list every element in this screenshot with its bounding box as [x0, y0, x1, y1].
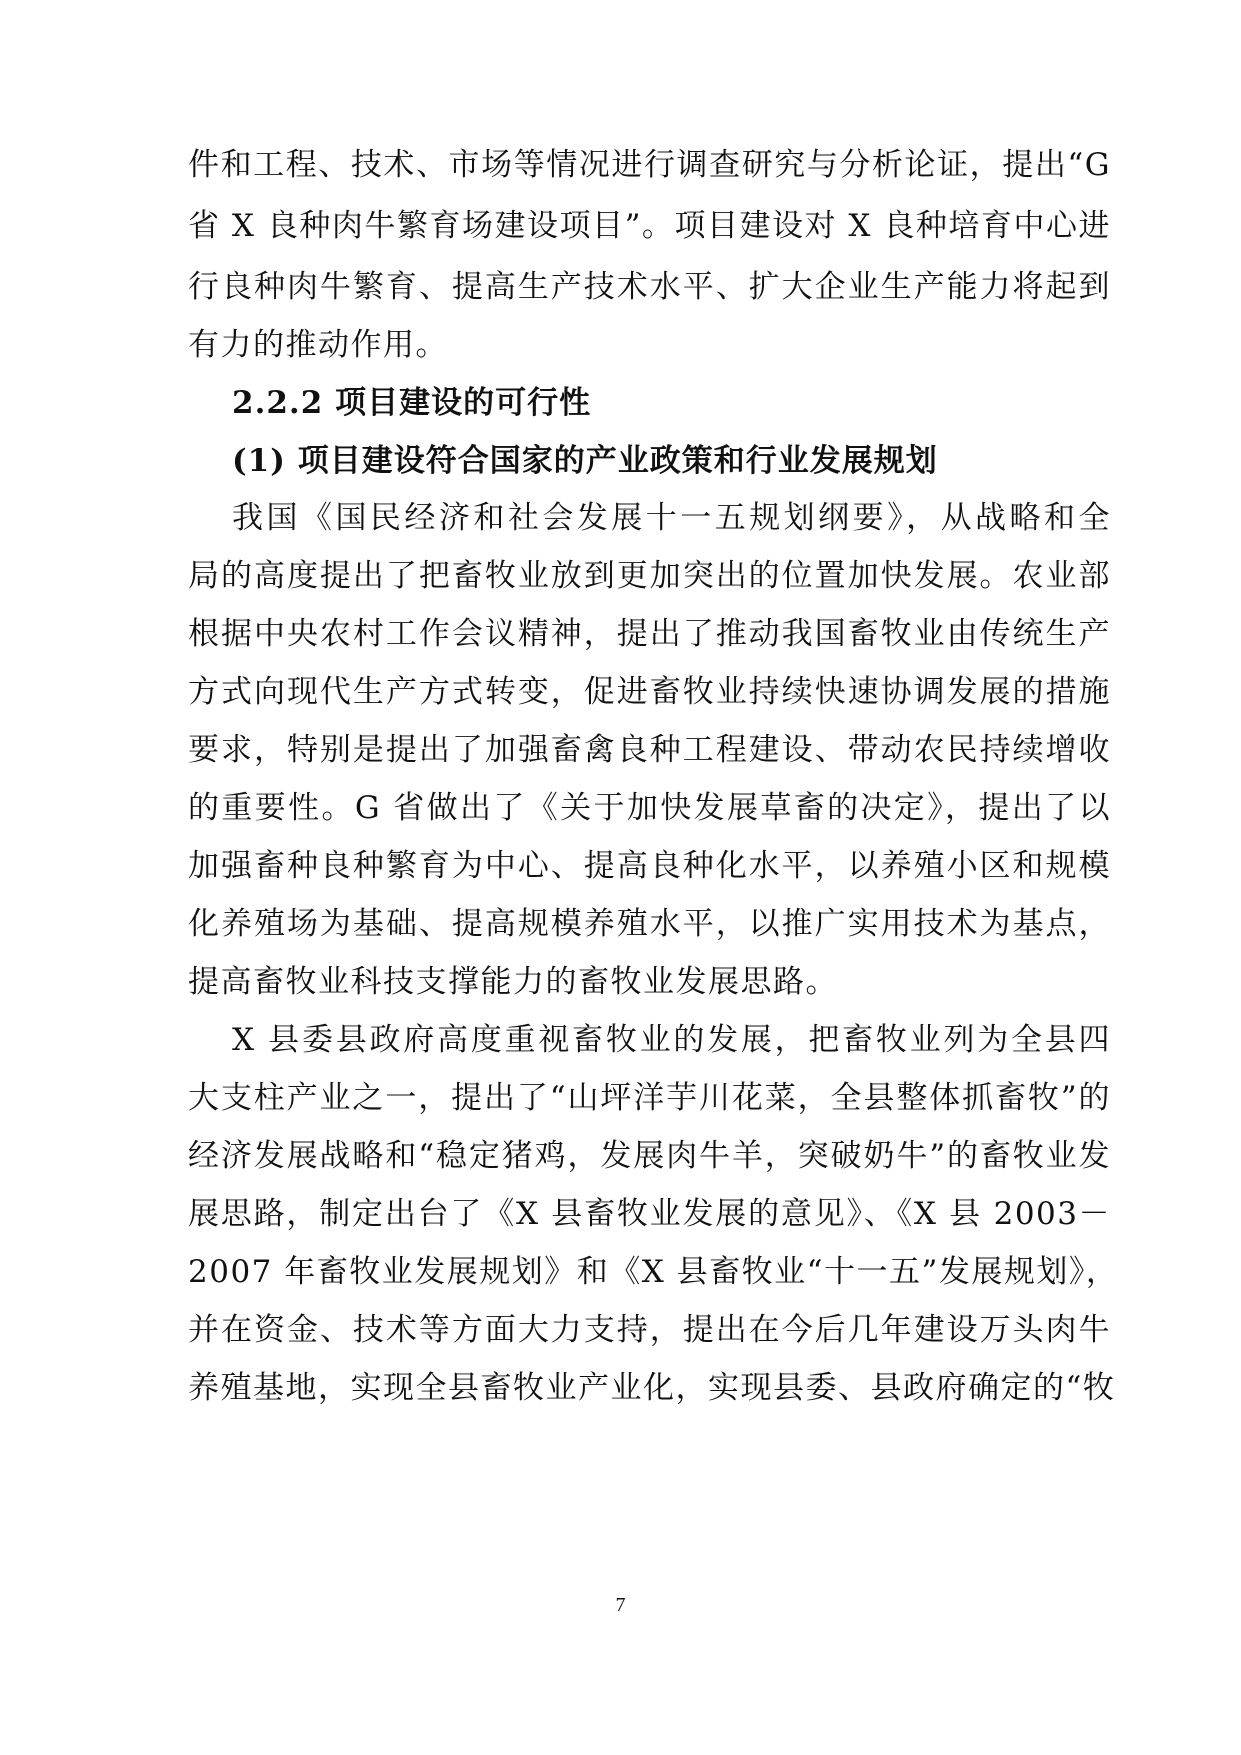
paragraph-line: 要求，特别是提出了加强畜禽良种工程建设、带动农民持续增收 [188, 732, 1111, 768]
paragraph-line: X 县委县政府高度重视畜牧业的发展，把畜牧业列为全县四 [232, 1022, 1111, 1058]
paragraph-line: 我国《国民经济和社会发展十一五规划纲要》，从战略和全 [232, 500, 1111, 536]
paragraph-line: 有力的推动作用。 [188, 327, 448, 363]
subsection-heading: (1) 项目建设符合国家的产业政策和行业发展规划 [232, 443, 938, 479]
section-heading: 2.2.2 项目建设的可行性 [232, 385, 592, 421]
paragraph-line: 提高畜牧业科技支撑能力的畜牧业发展思路。 [188, 964, 838, 1000]
paragraph-line: 件和工程、技术、市场等情况进行调查研究与分析论证，提出“G [188, 147, 1111, 183]
paragraph-line: 局的高度提出了把畜牧业放到更加突出的位置加快发展。农业部 [188, 558, 1111, 594]
paragraph-line: 大支柱产业之一，提出了“山坪洋芋川花菜，全县整体抓畜牧”的 [188, 1080, 1111, 1116]
paragraph-line: 加强畜种良种繁育为中心、提高良种化水平，以养殖小区和规模 [188, 848, 1111, 884]
paragraph-line: 行良种肉牛繁育、提高生产技术水平、扩大企业生产能力将起到 [188, 269, 1111, 305]
paragraph-line: 展思路，制定出台了《X 县畜牧业发展的意见》、《X 县 2003－ [188, 1196, 1111, 1232]
paragraph-line: 养殖基地，实现全县畜牧业产业化，实现县委、县政府确定的“牧 [188, 1370, 1116, 1406]
paragraph-line: 2007 年畜牧业发展规划》和《X 县畜牧业“十一五”发展规划》， [188, 1254, 1119, 1290]
paragraph-line: 方式向现代生产方式转变，促进畜牧业持续快速协调发展的措施 [188, 674, 1111, 710]
paragraph-line: 的重要性。G 省做出了《关于加快发展草畜的决定》，提出了以 [188, 790, 1111, 826]
paragraph-line: 化养殖场为基础、提高规模养殖水平，以推广实用技术为基点， [188, 906, 1111, 942]
paragraph-line: 根据中央农村工作会议精神，提出了推动我国畜牧业由传统生产 [188, 616, 1111, 652]
paragraph-line: 经济发展战略和“稳定猪鸡，发展肉牛羊，突破奶牛”的畜牧业发 [188, 1138, 1111, 1174]
page-number: 7 [615, 1594, 626, 1616]
paragraph-line: 省 X 良种肉牛繁育场建设项目”。项目建设对 X 良种培育中心进 [188, 208, 1111, 244]
paragraph-line: 并在资金、技术等方面大力支持，提出在今后几年建设万头肉牛 [188, 1312, 1111, 1348]
